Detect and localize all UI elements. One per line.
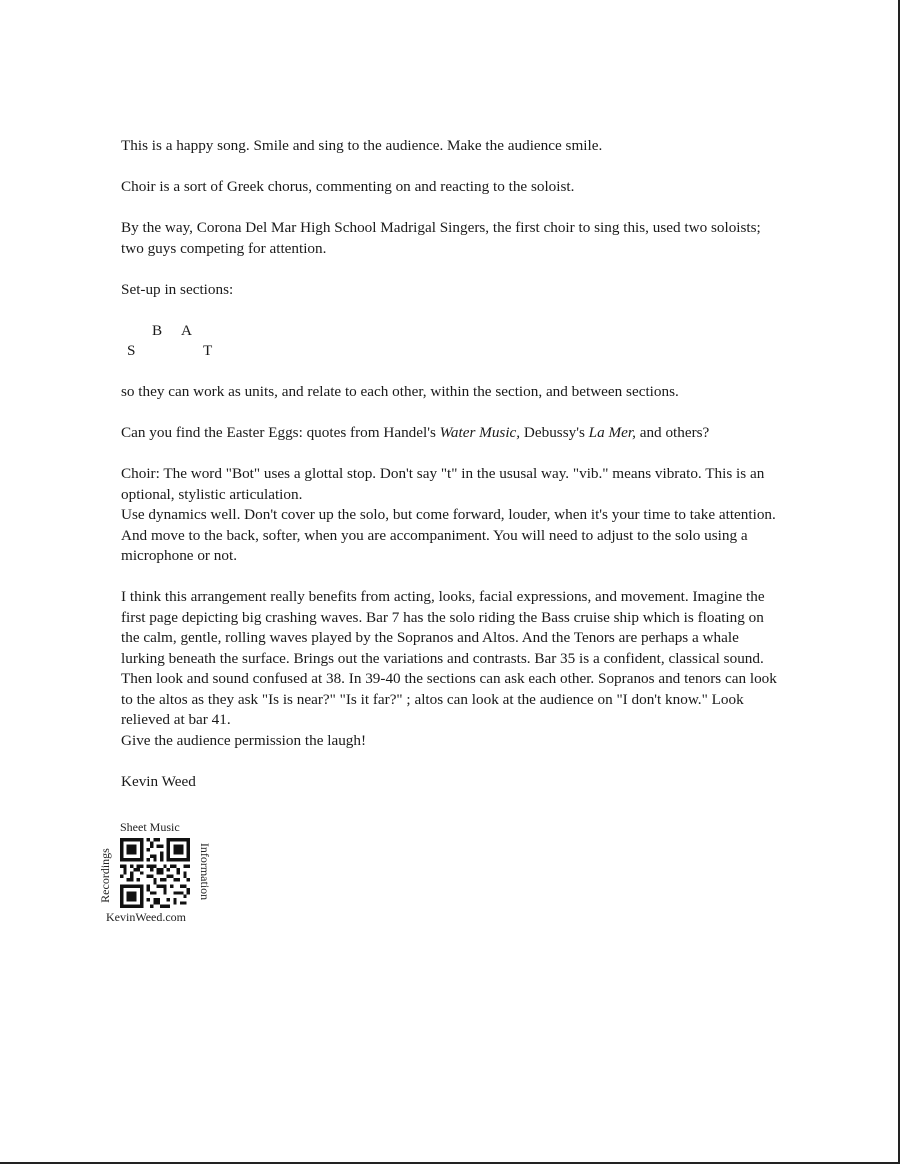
note-paragraph: so they can work as units, and relate to each other, within the section, and between sections. xyxy=(121,383,679,400)
section-alto: A xyxy=(181,321,192,339)
notes-body xyxy=(121,136,786,813)
setup-label: Set-up in sections: xyxy=(121,280,234,298)
note-paragraph: Give the audience permission the laugh! xyxy=(121,731,367,749)
section-setup-diagram xyxy=(121,321,786,362)
note-paragraph: Use dynamics well. Don't cover up the solo, but come forward, louder, when it's your time to take attention. And move to the back, softer, when you are accompaniment. You will need to adjust to the solo using a microphone or not. xyxy=(121,506,776,564)
qr-top-label: Sheet Music xyxy=(120,820,180,834)
section-soprano: S xyxy=(127,342,136,359)
qr-website-label[interactable]: KevinWeed.com xyxy=(106,910,187,924)
signature: Kevin Weed xyxy=(121,772,196,790)
easter-eggs-text: Debussy's xyxy=(520,424,589,441)
note-paragraph: Choir: The word "Bot" uses a glottal stop. Don't say "t" in the ususal way. "vib." means vibrato. This is an optional, stylistic articulation. xyxy=(121,465,765,503)
note-paragraph: Choir is a sort of Greek chorus, commenting on and reacting to the soloist. xyxy=(121,178,575,195)
easter-eggs-text: and others? xyxy=(635,424,710,441)
easter-eggs-text: Can you find the Easter Eggs: quotes from Handel's xyxy=(121,424,440,441)
water-music-title: Water Music, xyxy=(439,424,521,441)
note-paragraph: By the way, Corona Del Mar High School Madrigal Singers, the first choir to sing this, used two soloists; two guys competing for attention. xyxy=(121,219,761,257)
la-mer-title: La Mer, xyxy=(588,424,636,441)
section-tenor: T xyxy=(203,342,213,359)
qr-code-icon[interactable] xyxy=(120,838,190,908)
qr-block xyxy=(97,820,213,928)
section-bass: B xyxy=(152,321,163,339)
note-paragraph: I think this arrangement really benefits from acting, looks, facial expressions, and movement. Imagine the first page depicting big crashing waves. Bar 7 has the solo riding the Bass cruise ship which is floating on the calm, gentle, rolling waves played by the Sopranos and Altos. And the Tenors are perhaps a whale lurking beneath the surface. Brings out the variations and contrasts. Bar 35 is a confident, classical sound. Then look and sound confused at 38. In 39-40 the sections can ask each other. Sopranos and tenors can look to the altos as they ask "Is is near?" "Is it far?" ; altos can look at the audience on "I don't know." Look relieved at bar 41. xyxy=(121,588,777,728)
qr-left-label: Recordings xyxy=(97,848,112,903)
easter-eggs-paragraph xyxy=(121,423,786,444)
note-paragraph: This is a happy song. Smile and sing to the audience. Make the audience smile. xyxy=(121,137,603,154)
qr-right-label: Information xyxy=(198,842,213,901)
